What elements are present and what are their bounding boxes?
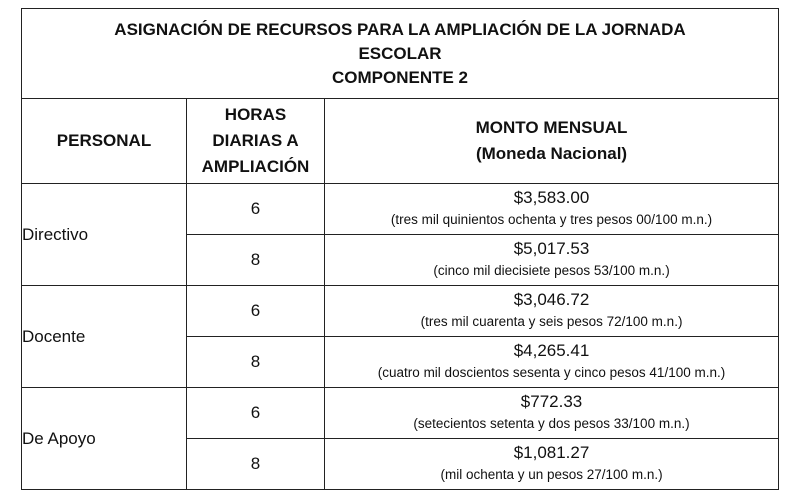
amount-words: (mil ochenta y un pesos 27/100 m.n.) (440, 467, 663, 482)
header-amount-line-1: MONTO MENSUAL (475, 118, 628, 137)
amount-words: (tres mil cuarenta y seis pesos 72/100 m.n.) (420, 314, 683, 329)
hours-cell: 6 (187, 388, 325, 439)
header-amount (325, 99, 779, 184)
hours-cell: 8 (187, 235, 325, 286)
table-title (22, 9, 779, 99)
amount-cell (325, 439, 779, 490)
amount-value: $3,046.72 (513, 290, 590, 309)
header-amount-line-2: (Moneda Nacional) (475, 144, 628, 163)
header-hours-line-2: DIARIAS A (212, 131, 299, 150)
amount-cell (325, 388, 779, 439)
amount-words: (cinco mil diecisiete pesos 53/100 m.n.) (433, 263, 670, 278)
title-row (22, 9, 779, 99)
amount-value: $4,265.41 (513, 341, 590, 360)
table-row (22, 184, 779, 235)
table-row (22, 388, 779, 439)
title-line-3: COMPONENTE 2 (332, 67, 469, 87)
header-personal (22, 99, 187, 184)
resource-allocation-table (21, 8, 779, 490)
personal-cell: Directivo (22, 184, 187, 286)
amount-cell (325, 184, 779, 235)
title-line-2: ESCOLAR (358, 43, 442, 63)
amount-words: (setecientos setenta y dos pesos 33/100 m.n.) (413, 416, 690, 431)
amount-cell (325, 235, 779, 286)
hours-cell: 6 (187, 184, 325, 235)
amount-cell (325, 286, 779, 337)
hours-cell: 8 (187, 337, 325, 388)
amount-value: $1,081.27 (513, 443, 590, 462)
header-row (22, 99, 779, 184)
hours-cell: 8 (187, 439, 325, 490)
header-hours-line-1: HORAS (224, 105, 287, 124)
amount-words: (cuatro mil doscientos sesenta y cinco pesos 41/100 m.n.) (377, 365, 726, 380)
amount-value: $5,017.53 (513, 239, 590, 258)
amount-value: $772.33 (520, 392, 583, 411)
personal-cell: De Apoyo (22, 388, 187, 490)
amount-words: (tres mil quinientos ochenta y tres pesos 00/100 m.n.) (390, 212, 713, 227)
header-hours (187, 99, 325, 184)
amount-cell (325, 337, 779, 388)
personal-cell: Docente (22, 286, 187, 388)
table-row (22, 286, 779, 337)
title-line-1: ASIGNACIÓN DE RECURSOS PARA LA AMPLIACIÓN DE LA JORNADA (114, 19, 686, 39)
header-personal-label: PERSONAL (56, 131, 152, 150)
header-hours-line-3: AMPLIACIÓN (201, 157, 310, 176)
amount-value: $3,583.00 (513, 188, 590, 207)
hours-cell: 6 (187, 286, 325, 337)
